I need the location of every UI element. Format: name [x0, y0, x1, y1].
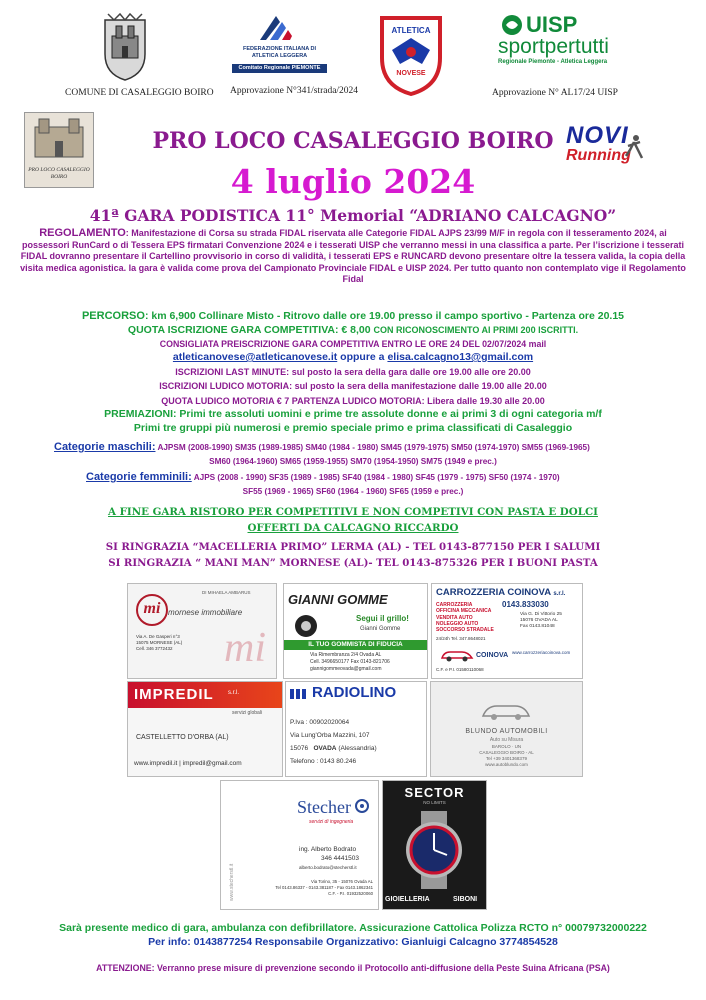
- impredil-mail: impredil@gmail.com: [182, 760, 242, 767]
- sponsor-carrozzeria-coinova: [431, 583, 583, 679]
- categorie-femminili-text-2: SF55 (1969 - 1965) SF60 (1964 - 1960) SF65 (1959 e prec.): [242, 487, 464, 496]
- impredil-suffix: s.r.l.: [228, 690, 240, 696]
- coinova-title-text: CARROZZERIA COINOVA: [436, 587, 551, 598]
- impredil-web: www.impredil.it: [134, 760, 178, 767]
- percorso-text: : km 6,900 Collinare Misto - Ritrovo dalle ore 19.00 presso il campo sportivo - Partenza ore 20.15: [144, 310, 625, 322]
- quota-gara-suffix: CON RICONOSCIMENTO AI PRIMI 200 ISCRITTI.: [373, 325, 579, 335]
- sponsor-impredil: [127, 681, 283, 777]
- sector-logo: SECTOR: [404, 785, 465, 800]
- ludico-quota-line: [0, 396, 706, 406]
- blundo-line-1: BAROLO · UN: [491, 744, 522, 749]
- atletica-top-text: ATLETICA: [391, 26, 431, 35]
- radiolino-city-line: [290, 742, 377, 755]
- coinova-addr-2: 15076 OVADA AL: [520, 618, 558, 623]
- uisp-approval: Approvazione N° AL17/24 UISP: [492, 88, 618, 98]
- mornese-line-3: Cell. 346 3772432: [136, 646, 173, 651]
- radiolino-prov: (Alessandria): [338, 745, 377, 752]
- impredil-logo: IMPREDIL: [134, 686, 214, 703]
- gianni-title: GIANNI GOMME: [288, 592, 388, 607]
- stecher-vertical-web: www.stecherstl.it: [229, 863, 235, 901]
- email-elisa-link[interactable]: elisa.calcagno13@gmail.com: [387, 351, 534, 363]
- coinova-web: www.carrozzeriacoinova.com: [512, 650, 571, 655]
- race-title: 41ª GARA PODISTICA 11° Memorial “ADRIANO CALCAGNO”: [89, 206, 617, 225]
- stecher-contacts: [261, 879, 373, 897]
- percorso-line: [0, 310, 706, 322]
- categorie-femminili-label: Categorie femminili:: [86, 471, 192, 483]
- coinova-vat: C.F. e P.I. 01580110068: [436, 667, 484, 672]
- blundo-car-icon: [481, 700, 531, 727]
- running-text: Running: [566, 147, 631, 164]
- tire-icon: [294, 614, 318, 643]
- last-minute-line: [0, 367, 706, 377]
- coinova-service-3: VENDITA AUTO: [436, 614, 473, 621]
- gianni-addr: Via Rimembranza 2/4 Ovada AL: [310, 652, 382, 658]
- blundo-tel: Tel +39 3401368379: [486, 756, 527, 761]
- radiolino-logo: RADIOLINO: [312, 684, 397, 701]
- coinova-title: [436, 587, 565, 598]
- coinova-brand: COINOVA: [476, 652, 509, 659]
- ludico-iscrizioni-label: ISCRIZIONI LUDICO MOTORIA:: [159, 381, 293, 391]
- radiolino-piva: P.Iva : 00902020064: [290, 719, 350, 726]
- categorie-maschili-label: Categorie maschili:: [54, 441, 156, 453]
- coinova-services: [436, 602, 494, 633]
- stecher-name: ing. Alberto Bodrato: [299, 846, 357, 853]
- gianni-tel: Cell. 3496650177 Fax 0143-821706: [310, 659, 390, 665]
- mornese-watermark: mi: [224, 625, 266, 671]
- categorie-femminili-line-1: [86, 472, 560, 484]
- sector-right: SIBONI: [453, 896, 478, 903]
- coinova-car-icon: [440, 648, 474, 667]
- blundo-title: BLUNDO AUTOMOBILI: [465, 728, 548, 735]
- uisp-logo: [498, 14, 628, 84]
- comune-crest-image: [100, 12, 150, 82]
- watch-icon: [401, 811, 467, 894]
- stecher-mail: alberto.bodrato@stecherstl.it: [299, 865, 357, 870]
- coinova-service-2: OFFICINA MECCANICA: [436, 608, 492, 615]
- stecher-addr: Via Torino, 35 - 15076 Ovada AL: [311, 879, 373, 884]
- fidal-name: FEDERAZIONE ITALIANA DI ATLETICA LEGGERA: [242, 46, 317, 59]
- coinova-service-5: SOCCORSO STRADALE: [436, 627, 494, 634]
- blundo-web: www.autoblundo.com: [485, 762, 528, 767]
- ludico-quota-label: QUOTA LUDICO MOTORIA € 7: [161, 396, 290, 406]
- uisp-tagline: sportpertutti: [498, 35, 609, 58]
- stecher-logo: Stecher: [297, 797, 351, 817]
- atletica-bottom-text: NOVESE: [396, 70, 426, 77]
- premiazioni-line-2: Primi tre gruppi più numerosi e premio speciale primo e prima classificati di Casaleggio: [133, 422, 573, 434]
- mornese-line-2: 15075 MORNESE (AL): [136, 640, 183, 645]
- radiolino-addr: Via Lung'Orba Mazzini, 107: [290, 732, 370, 739]
- preiscrizione-line: CONSIGLIATA PREISCRIZIONE GARA COMPETITIVA ENTRO LE ORE 24 DEL 02/07/2024 mail: [159, 339, 547, 349]
- mornese-name: mornese immobiliare: [168, 608, 243, 617]
- coinova-cell: Tel. 347.8648021: [450, 636, 486, 641]
- impredil-city: CASTELLETTO D'ORBA (AL): [136, 734, 229, 741]
- sponsor-radiolino: [285, 681, 427, 777]
- radiolino-city: OVADA: [313, 745, 337, 752]
- footer-attenzione: ATTENZIONE: Verranno prese misure di prevenzione secondo il Protocollo anti-diffusione della Peste Suina Africana (PSA): [96, 963, 610, 973]
- ludico-iscrizioni-line: [0, 381, 706, 391]
- regolamento-block: [18, 228, 688, 286]
- uisp-emblem-icon: [500, 14, 524, 41]
- blundo-sub: Auto su Misura: [489, 737, 524, 743]
- fidal-approval: Approvazione N°341/strada/2024: [230, 86, 359, 96]
- coinova-tel: 0143.833030: [502, 600, 549, 609]
- impredil-contacts: [134, 760, 242, 767]
- gianni-bar: IL TUO GOMMISTA DI FIDUCIA: [284, 640, 427, 650]
- ristoro-line-1: A FINE GARA RISTORO PER COMPETITIVI E NON COMPETIVI CON PASTA E DOLCI: [108, 506, 598, 518]
- stecher-sub: servizi di ingegneria: [309, 819, 354, 825]
- blundo-line-2: CASALEGGIO BOIRO - AL: [479, 750, 534, 755]
- mornese-contacts: [136, 634, 182, 652]
- categorie-maschili-text-2: SM60 (1964-1960) SM65 (1959-1955) SM70 (1954-1950) SM75 (1949 e prec.): [209, 457, 497, 466]
- quota-gara-label: QUOTA ISCRIZIONE GARA COMPETITIVA: € 8,00: [127, 324, 371, 336]
- radiolino-icon: [290, 687, 308, 706]
- event-date: 4 luglio 2024: [230, 162, 476, 201]
- coinova-service-4: NOLEGGIO AUTO: [436, 620, 479, 627]
- email-atletica-link[interactable]: atleticanovese@atleticanovese.it: [172, 351, 338, 363]
- sponsor-stecher: [220, 780, 379, 910]
- ringrazia-line-2: SI RINGRAZIA “ MANI MAN” MORNESE (AL)- TEL 0143-875326 PER I BUONI PASTA: [108, 557, 598, 569]
- coinova-fax: Fax 0143.81048: [520, 624, 555, 629]
- page-title: PRO LOCO CASALEGGIO BOIRO: [152, 128, 554, 154]
- ristoro-line-2: OFFERTI DA CALCAGNO RICCARDO: [247, 522, 459, 534]
- mornese-agent: DI MIHAELA AMBARUS: [202, 590, 251, 595]
- stecher-tel: Tel 0143.86337 - 0143.381187 - Fax 0143.1862341: [275, 885, 373, 890]
- percorso-label: PERCORSO: [81, 310, 145, 322]
- sector-sub: NO LIMITS: [423, 800, 446, 805]
- gianni-mail: giannigommeovada@gmail.com: [310, 666, 382, 672]
- footer-line-2: Per info: 0143877254 Responsabile Organizzativo: Gianluigi Calcagno 3774854528: [148, 936, 558, 948]
- impredil-tag: servizi globali: [232, 710, 263, 716]
- quota-gara-line: [0, 324, 706, 336]
- coinova-suffix: s.r.l.: [553, 591, 566, 597]
- stecher-mark-icon: [355, 799, 369, 818]
- uisp-region: Regionale Piemonte - Atletica Leggera: [498, 59, 608, 65]
- premiazioni-line-1: PREMIAZIONI: Primi tre assoluti uomini e prime tre assolute donne e ai primi 3 di ogni categoria m/f: [104, 408, 602, 420]
- last-minute-text: sul posto la sera della gara dalle ore 19.00 alle ore 20.00: [289, 367, 531, 377]
- gianni-contacts: [310, 652, 390, 673]
- ludico-iscrizioni-text: sul posto la sera della manifestazione dalle 19.00 alle 20.00: [292, 381, 547, 391]
- mornese-logo-text: mi: [136, 594, 168, 626]
- gianni-slogan: Segui il grillo!: [356, 614, 409, 623]
- email-connector: oppure a: [337, 351, 388, 363]
- comune-caption: COMUNE DI CASALEGGIO BOIRO: [65, 88, 214, 98]
- coinova-address: [520, 612, 562, 630]
- regolamento-label: REGOLAMENTO: [39, 227, 126, 239]
- email-line: [0, 351, 706, 363]
- mornese-line-1: Via A. De Gasperi n°3: [136, 634, 180, 639]
- ringrazia-line-1: SI RINGRAZIA “MACELLERIA PRIMO” LERMA (AL) - TEL 0143-877150 PER I SALUMI: [105, 541, 601, 553]
- impredil-sep: |: [177, 760, 183, 767]
- sponsor-sector-siboni: [382, 780, 487, 910]
- radiolino-cap: 15076: [290, 745, 309, 752]
- sector-left: GIOIELLERIA: [385, 896, 430, 903]
- fidal-logo-icon: [256, 14, 296, 44]
- categorie-maschili-text-1: AJPSM (2008-1990) SM35 (1989-1985) SM40 (1984 - 1980) SM45 (1979-1975) SM50 (1974-1970) SM55 (1969-1965): [157, 443, 590, 452]
- coinova-hours: [436, 636, 485, 641]
- stecher-cf: C.F. - P.I. 01932520060: [328, 891, 373, 896]
- coinova-service-1: CARROZZERIA: [436, 602, 473, 608]
- stecher-person: [299, 845, 359, 872]
- categorie-maschili-line-1: [54, 442, 590, 454]
- fidal-region: Comitato Regionale PIEMONTE: [232, 64, 327, 73]
- footer-line-1: Sarà presente medico di gara, ambulanza con defibrillatore. Assicurazione Cattolica Polizza RCTO n° 00079732000222: [59, 922, 647, 934]
- radiolino-tel: Telefono : 0143 80.246: [290, 758, 357, 765]
- sponsor-gianni-gomme: [283, 583, 428, 679]
- atletica-novese-logo: [378, 12, 444, 96]
- gianni-brand: Gianni Gomme: [360, 626, 401, 632]
- coinova-addr-1: Via G. Di Vittorio 25: [520, 612, 562, 617]
- uisp-name: UISP: [526, 12, 578, 37]
- regolamento-text: : Manifestazione di Corsa su strada FIDAL riservata alle Categorie FIDAL AJPS 23/99 M/F in regola con il tesseramento 2024, ai possessori RunCard o di Tessera EPS firmatari Convenzione 2024 e i tesserati UISP che verranno messi in una classifica a parte. Per l’iscrizione i tesserati FIDAL dovranno presentare il Cartellino provvisorio in corso di validità, i tesserati EPS e RUNCARD devono presentare oltre la tessera valida, la copia della visita medica agonistica. la gara è valida come prova del Campionato Provinciale FIDAL e UISP 2024. Per tutto quanto non contemplato vige il Regolamento Fidal: [20, 228, 686, 285]
- ludico-quota-text: PARTENZA LUDICO MOTORIA: Libera dalle 19.30 alle 20.00: [289, 396, 545, 406]
- last-minute-label: ISCRIZIONI LAST MINUTE:: [175, 367, 290, 377]
- blundo-contacts: [431, 744, 582, 768]
- sponsor-blundo-automobili: [430, 681, 583, 777]
- stecher-cell: 346 4441503: [321, 855, 359, 862]
- categorie-femminili-text-1: AJPS (2008 - 1990) SF35 (1989 - 1985) SF40 (1984 - 1980) SF45 (1979 - 1975) SF50 (1974 - 1970): [193, 473, 560, 482]
- sponsor-mornese-immobiliare: [127, 583, 277, 679]
- radiolino-contacts: [290, 716, 377, 768]
- proloco-image-caption: PRO LOCO CASALEGGIO BOIRO: [28, 167, 90, 180]
- novi-text: NOVI: [566, 122, 629, 149]
- coinova-hours-text: 24/24h: [436, 636, 450, 641]
